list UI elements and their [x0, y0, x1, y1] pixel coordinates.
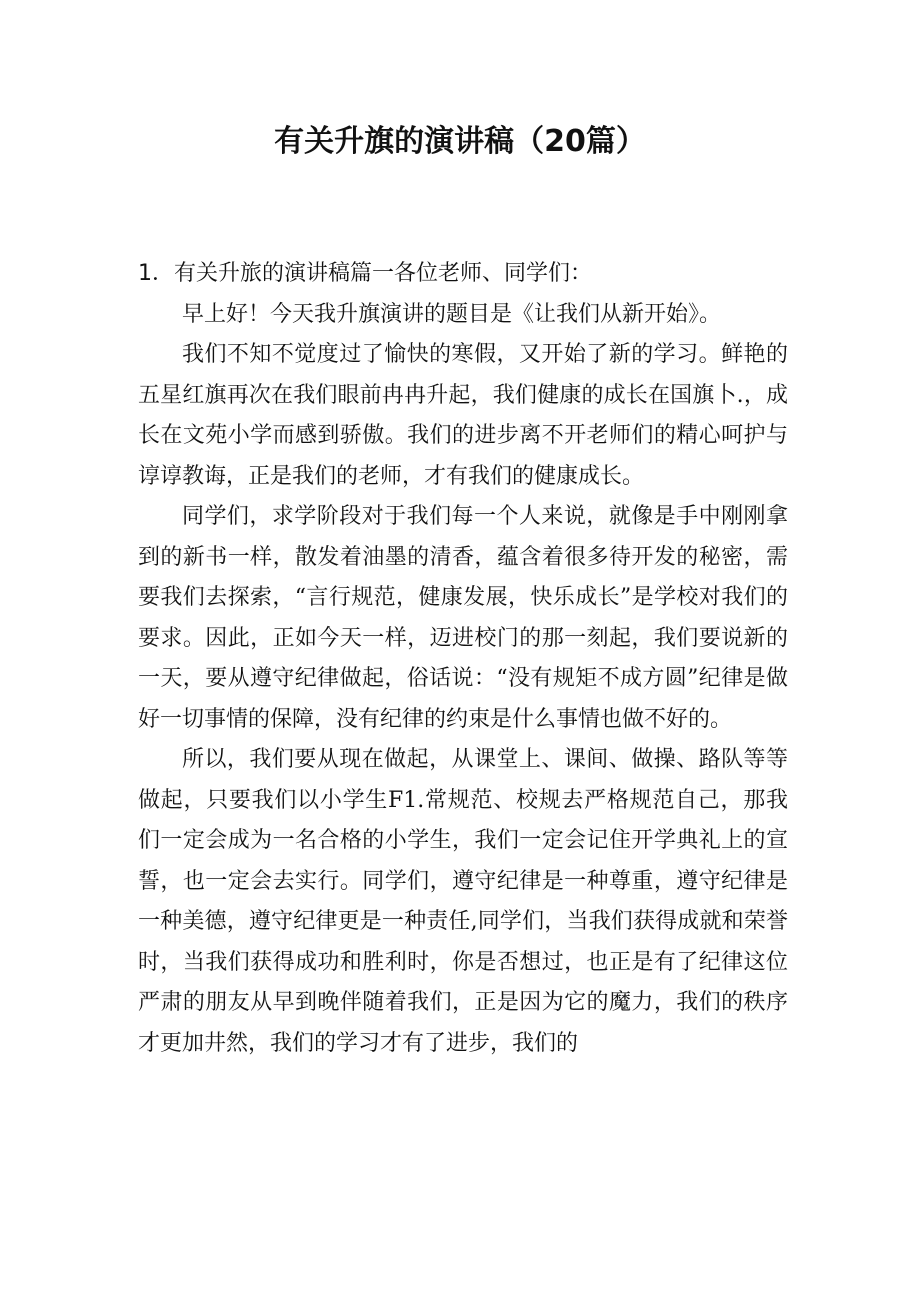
paragraph-3: 同学们，求学阶段对于我们每一个人来说，就像是手中刚刚拿到的新书一样，散发着油墨的清香，蕴含着很多待开发的秘密，需要我们去探索，“言行规范，健康发展，快乐成长”是学校对我们的要求。因此，正如今天一样，迈进校门的那一刻起，我们要说新的一天，要从遵守纪律做起，俗话说：“没有规矩不成方圆”纪律是做好一切事情的保障，没有纪律的约束是什么事情也做不好的。: [138, 504, 788, 732]
paragraph-4: 所以，我们要从现在做起，从课堂上、课间、做操、路队等等做起，只要我们以小学生F1.常规范、校规去严格规范自己，那我们一定会成为一名合格的小学生，我们一定会记住开学典礼上的宣誓，也一定会去实行。同学们，遵守纪律是一种尊重，遵守纪律是一种美德，遵守纪律更是一种责任,同学们，当我们获得成就和荣誉时，当我们获得成功和胜利时，你是否想过，也正是有了纪律这位严肃的朋友从早到晚伴随着我们，正是因为它的魔力，我们的秩序才更加井然，我们的学习才有了进步，我们的: [138, 747, 788, 1056]
paragraph-greeting: 早上好！今天我升旗演讲的题目是《让我们从新开始》。: [182, 301, 722, 327]
page-title: 有关升旗的演讲稿（20篇）: [274, 124, 646, 159]
paragraph-2: 我们不知不觉度过了愉快的寒假，又开始了新的学习。鲜艳的五星红旗再次在我们眼前冉冉升起，我们健康的成长在国旗卜.，成长在文苑小学而感到骄傲。我们的进步离不开老师们的精心呵护与谆谆教诲，正是我们的老师，才有我们的健康成长。: [138, 342, 788, 489]
section-heading: 1．有关升旅的演讲稿篇一各位老师、同学们：: [138, 261, 592, 286]
document-body: [138, 254, 788, 1064]
